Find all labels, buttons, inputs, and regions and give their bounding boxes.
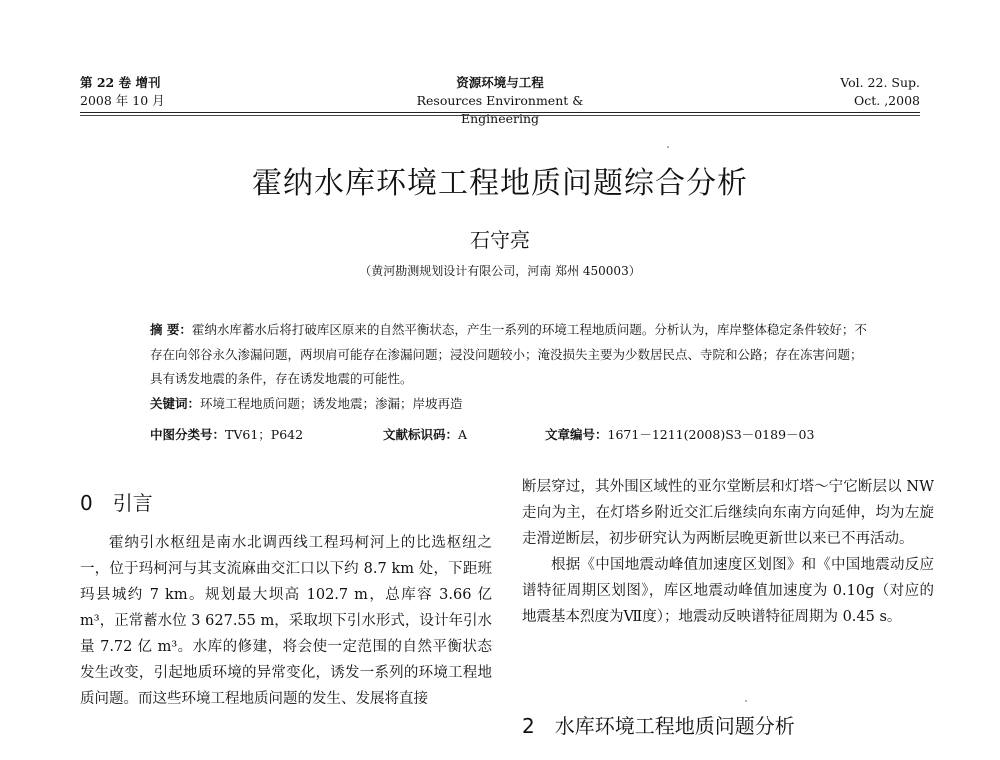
author-affiliation: （黄河勘测规划设计有限公司，河南 郑州 450003） <box>359 264 641 278</box>
section-number: 2 <box>522 714 535 738</box>
body-column-right <box>522 474 934 630</box>
article-number-label: 文章编号： <box>545 427 608 442</box>
scan-speck <box>745 700 747 702</box>
header-date: 2008 年 10 月 <box>80 93 165 108</box>
body-paragraph: 根据《中国地震动峰值加速度区划图》和《中国地震动反应谱特征周期区划图》，库区地震动峰值加速度为 0.10g（对应的地震基本烈度为Ⅶ度）；地震动反映谱特征周期为 0.45 s。 <box>522 557 934 625</box>
scan-speck <box>667 146 669 148</box>
header-vol-en-line1: Vol. 22. Sup. <box>840 75 920 90</box>
header-rule-thin <box>80 115 920 116</box>
section-number: 0 <box>80 491 93 515</box>
section-title: 水库环境工程地质问题分析 <box>554 714 795 738</box>
abstract-paragraph <box>150 318 870 392</box>
keywords-text: 环境工程地质问题；诱发地震；渗漏；岸坡再造 <box>200 395 463 411</box>
body-paragraph: 霍纳引水枢纽是南水北调西线工程玛柯河上的比选枢纽之一，位于玛柯河与其支流麻曲交汇口以下约 8.7 km 处，下距班玛县城约 7 km。规划最大坝高 102.7 m，总库容 3.66 亿 m³，正常蓄水位 3 627.55 m，采取坝下引水形式，设计年引水量 7.72 亿 m³。水库的修建，将会使一定范围的自然平衡状态发生改变，引起地质环境的异常变化，诱发一系列的环境工程地质问题。而这些环境工程地质问题的发生、发展将直接 <box>80 535 492 707</box>
paper-title: 霍纳水库环境工程地质问题综合分析 <box>252 166 748 201</box>
article-number-row <box>545 425 814 443</box>
header-volume-issue: 第 22 卷 增刊 <box>80 75 161 90</box>
clc-value: TV61；P642 <box>225 427 304 442</box>
clc-label: 中图分类号： <box>150 427 226 442</box>
header-volume <box>80 74 165 110</box>
header-journal-en: Resources Environment & Engineering <box>416 93 584 126</box>
clc-row <box>150 425 303 443</box>
doc-code-label: 文献标识码： <box>383 427 459 442</box>
section-title: 引言 <box>112 491 153 515</box>
header-vol-en-line2: Oct. ,2008 <box>853 93 920 108</box>
body-paragraph-continued: 断层穿过，其外围区域性的亚尔堂断层和灯塔～宁它断层以 NW 走向为主，在灯塔乡附近交汇后继续向东南方向延伸，均为左旋走滑逆断层，初步研究认为两断层晚更新世以来已不再活动。 <box>522 479 934 547</box>
header-vol-en <box>840 74 920 110</box>
doc-code-value: A <box>458 427 468 442</box>
doc-code-row <box>383 425 467 443</box>
article-number-value: 1671－1211(2008)S3－0189－03 <box>607 427 815 442</box>
header-journal-cn: 资源环境与工程 <box>456 75 544 90</box>
abstract-block <box>150 318 870 416</box>
section-heading-introduction <box>80 487 153 516</box>
header-rule <box>80 112 920 113</box>
keywords-paragraph <box>150 392 870 417</box>
abstract-text: 霍纳水库蓄水后将打破库区原来的自然平衡状态，产生一系列的环境工程地质问题。分析认为，库岸整体稳定条件较好；不存在向邻谷永久渗漏问题，两坝肩可能存在渗漏问题；浸没问题较小；淹没损失主要为少数居民点、寺院和公路；存在冻害问题；具有诱发地震的条件，存在诱发地震的可能性。 <box>150 322 867 386</box>
body-column-left <box>80 530 492 712</box>
abstract-label: 摘 要： <box>150 322 192 337</box>
author-name: 石守亮 <box>470 228 530 252</box>
keywords-label: 关键词： <box>150 395 201 411</box>
section-heading-analysis <box>522 710 795 739</box>
header-journal <box>380 74 620 128</box>
